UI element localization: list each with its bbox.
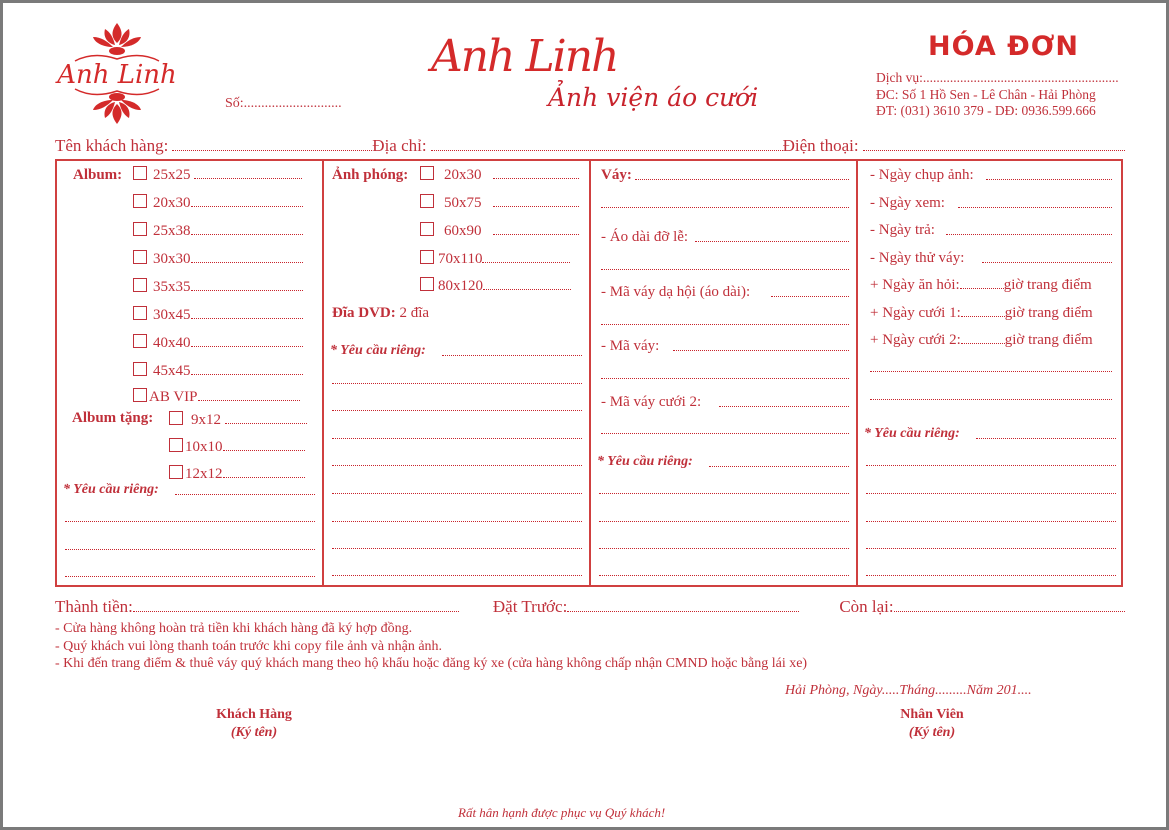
album-option[interactable]: 45x45 — [133, 362, 303, 380]
invoice-number-field[interactable]: Số:............................ — [225, 96, 342, 111]
customer-phone-label: Điện thoại: — [782, 136, 859, 155]
customer-name-label: Tên khách hàng: — [55, 136, 169, 155]
customer-signature-title: Khách Hàng — [216, 707, 292, 722]
album-column — [57, 161, 324, 585]
checkbox[interactable] — [420, 194, 434, 208]
view-date-field[interactable] — [958, 207, 1112, 208]
dvd-row: Đĩa DVD: 2 đĩa — [332, 305, 430, 321]
notes-line[interactable] — [870, 399, 1112, 400]
customer-signature-sub: (Ký tên) — [230, 725, 278, 740]
dress-special-label: * Yêu cầu riêng: — [597, 454, 693, 469]
brand-name: Anh Linh — [431, 31, 618, 82]
print-option[interactable]: 70x110 — [420, 250, 570, 268]
customer-info-line — [55, 136, 1125, 156]
svg-text:Anh Linh: Anh Linh — [57, 60, 177, 90]
checkbox[interactable] — [169, 465, 183, 479]
special-request-line[interactable] — [866, 465, 1116, 466]
brand-logo — [35, 21, 200, 126]
checkbox[interactable] — [420, 277, 434, 291]
album-gift-option[interactable]: 9x12 — [169, 411, 307, 429]
album-option[interactable]: 20x30 — [133, 194, 303, 212]
special-request-line[interactable] — [332, 383, 582, 384]
special-request-line[interactable] — [866, 548, 1116, 549]
shoot-date-field[interactable] — [986, 179, 1112, 180]
staff-signature-title: Nhân Viên — [900, 707, 964, 722]
wedding-2-date-row[interactable]: + Ngày cưới 2: giờ trang điểm — [870, 332, 1093, 348]
special-request-line[interactable] — [332, 465, 582, 466]
print-option[interactable]: 20x30 — [420, 166, 579, 184]
fitting-date-label: - Ngày thử váy: — [870, 250, 965, 266]
contact-block — [876, 70, 1119, 120]
checkbox[interactable] — [133, 250, 147, 264]
special-request-line[interactable] — [866, 493, 1116, 494]
album-option[interactable]: 25x38 — [133, 222, 303, 240]
phone-text: ĐT: (031) 3610 379 - DĐ: 0936.599.666 — [876, 103, 1096, 118]
dates-special-label: * Yêu cầu riêng: — [864, 426, 960, 441]
checkbox[interactable] — [133, 362, 147, 376]
album-special-label: * Yêu cầu riêng: — [63, 482, 159, 497]
special-request-line[interactable] — [599, 548, 849, 549]
checkbox[interactable] — [133, 222, 147, 236]
checkbox[interactable] — [133, 388, 147, 402]
special-request-line[interactable] — [866, 575, 1116, 576]
shoot-date-label: - Ngày chụp ảnh: — [870, 167, 974, 183]
special-request-line[interactable] — [65, 549, 315, 550]
invoice-title: HÓA ĐƠN — [928, 31, 1079, 62]
checkbox[interactable] — [420, 250, 434, 264]
special-request-line[interactable] — [332, 493, 582, 494]
customer-phone-field[interactable] — [863, 138, 1125, 151]
checkbox[interactable] — [133, 306, 147, 320]
dress-code-label: - Mã váy: — [601, 338, 660, 354]
return-date-label: - Ngày trả: — [870, 222, 935, 238]
checkbox[interactable] — [420, 166, 434, 180]
invoice-page — [3, 3, 1166, 827]
print-option[interactable]: 50x75 — [420, 194, 579, 212]
special-request-line[interactable] — [599, 493, 849, 494]
print-label: Ảnh phóng: — [332, 167, 409, 183]
evening-dress-field[interactable] — [601, 324, 849, 325]
note-item: - Cửa hàng không hoàn trả tiền khi khách hàng đã ký hợp đồng. — [55, 621, 413, 636]
customer-signature[interactable] — [189, 706, 319, 742]
special-request-line[interactable] — [976, 438, 1116, 439]
special-request-line[interactable] — [175, 494, 315, 495]
remaining-label: Còn lại: — [839, 597, 894, 616]
checkbox[interactable] — [133, 166, 147, 180]
wedding-1-date-row[interactable]: + Ngày cưới 1: giờ trang điểm — [870, 305, 1093, 321]
checkbox[interactable] — [420, 222, 434, 236]
totals-line — [55, 597, 1125, 617]
deposit-label: Đặt Trước: — [492, 597, 568, 616]
wedding-dress-2-label: - Mã váy cưới 2: — [601, 394, 702, 410]
service-field[interactable]: Dịch vụ:.......................................................... — [876, 70, 1119, 85]
ao-dai-field[interactable] — [601, 269, 849, 270]
note-item: - Quý khách vui lòng thanh toán trước khi copy file ảnh và nhận ảnh. — [55, 638, 443, 654]
dress-column — [591, 161, 858, 585]
return-date-field[interactable] — [946, 234, 1112, 235]
special-request-line[interactable] — [65, 521, 315, 522]
album-option[interactable]: 40x40 — [133, 334, 303, 352]
checkbox[interactable] — [133, 278, 147, 292]
dress-code-field[interactable] — [673, 350, 849, 351]
checkbox[interactable] — [133, 334, 147, 348]
date-line[interactable]: Hải Phòng, Ngày.....Tháng.........Năm 201.... — [785, 683, 1032, 698]
order-grid — [55, 159, 1123, 587]
ao-dai-label: - Áo dài đỡ lễ: — [601, 229, 689, 245]
special-request-line[interactable] — [332, 521, 582, 522]
dress-field[interactable] — [635, 179, 849, 180]
album-gift-option[interactable]: 12x12 — [169, 465, 305, 483]
evening-dress-field[interactable] — [771, 296, 849, 297]
customer-name-field[interactable] — [172, 138, 372, 151]
special-request-line[interactable] — [599, 575, 849, 576]
dress-code-field[interactable] — [601, 378, 849, 379]
staff-signature-sub: (Ký tên) — [908, 725, 956, 740]
checkbox[interactable] — [169, 411, 183, 425]
special-request-line[interactable] — [65, 576, 315, 577]
view-date-label: - Ngày xem: — [870, 195, 945, 211]
fitting-date-field[interactable] — [982, 262, 1112, 263]
address-text: ĐC: Số 1 Hồ Sen - Lê Chân - Hải Phòng — [876, 86, 1096, 102]
album-option[interactable]: 30x30 — [133, 250, 303, 268]
terms-notes — [55, 620, 807, 673]
album-option[interactable]: AB VIP — [133, 388, 300, 406]
checkbox[interactable] — [169, 438, 183, 452]
deposit-field[interactable] — [567, 599, 799, 612]
special-request-line[interactable] — [709, 466, 849, 467]
print-option[interactable]: 60x90 — [420, 222, 579, 240]
total-label: Thành tiền: — [55, 597, 133, 616]
special-request-line[interactable] — [332, 410, 582, 411]
wedding-dress-2-field[interactable] — [601, 433, 849, 434]
special-request-line[interactable] — [442, 355, 582, 356]
dates-column — [858, 161, 1121, 585]
dvd-value: 2 đĩa — [399, 305, 430, 321]
floral-ornament-icon — [35, 21, 200, 126]
special-request-line[interactable] — [599, 521, 849, 522]
staff-signature[interactable] — [867, 706, 997, 742]
dress-field[interactable] — [601, 207, 849, 208]
note-item: - Khi đến trang điểm & thuê váy quý khách mang theo hộ khẩu hoặc đăng ký xe (cửa hàng không chấp nhận CMND hoặc bằng lái xe) — [55, 656, 808, 671]
remaining-field[interactable] — [894, 599, 1125, 612]
evening-dress-label: - Mã váy dạ hội (áo dài): — [601, 284, 751, 300]
special-request-line[interactable] — [332, 438, 582, 439]
print-special-label: * Yêu cầu riêng: — [330, 343, 426, 358]
notes-line[interactable] — [870, 371, 1112, 372]
album-option[interactable]: 25x25 — [133, 166, 302, 184]
dress-label: Váy: — [601, 167, 632, 183]
checkbox[interactable] — [133, 194, 147, 208]
album-gift-label: Album tặng: — [72, 410, 154, 426]
brand-subtitle: Ảnh viện áo cưới — [548, 83, 759, 112]
ao-dai-field[interactable] — [695, 241, 849, 242]
album-label: Album: — [73, 167, 123, 183]
print-option[interactable]: 80x120 — [420, 277, 571, 295]
total-field[interactable] — [133, 599, 459, 612]
album-gift-option[interactable]: 10x10 — [169, 438, 305, 456]
print-column — [324, 161, 591, 585]
album-option[interactable]: 30x45 — [133, 306, 303, 324]
engagement-date-row[interactable]: + Ngày ăn hỏi: giờ trang điểm — [870, 277, 1092, 293]
album-option[interactable]: 35x35 — [133, 278, 303, 296]
wedding-dress-2-field[interactable] — [719, 406, 849, 407]
special-request-line[interactable] — [332, 575, 582, 576]
footer-thanks: Rất hân hạnh được phục vụ Quý khách! — [458, 805, 666, 820]
special-request-line[interactable] — [332, 548, 582, 549]
customer-address-label: Địa chỉ: — [372, 136, 427, 155]
special-request-line[interactable] — [866, 521, 1116, 522]
customer-address-field[interactable] — [431, 138, 783, 151]
